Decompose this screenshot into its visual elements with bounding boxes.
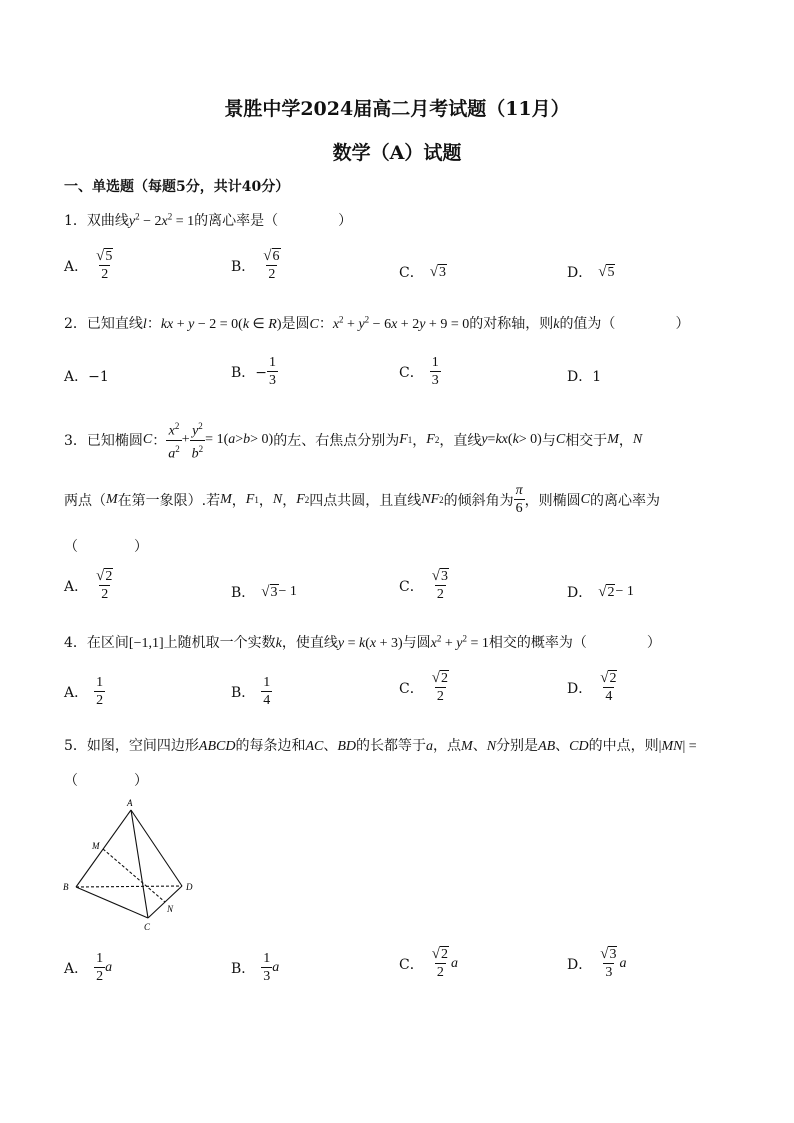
- question-3-line-2: 两点（ M 在第一象限）.若 M ， F 1 ， N ， F 2 四点共圆，且直线 NF 2 的倾斜角为 $\frac{\pi}{6}$ ，则椭圆 C 的离心率为: [64, 483, 661, 516]
- question-5-line-2: （ ）: [64, 773, 148, 789]
- q5-option-c[interactable]: C． $\frac{√2}{2}$ a: [399, 946, 458, 980]
- question-1: 1．双曲线$y^2 - 2x^2 = 1$的离心率是（ ）: [64, 211, 353, 229]
- q4-option-a[interactable]: A． $\frac{1}{2}$: [64, 675, 104, 708]
- tetrahedron-figure: [58, 794, 208, 942]
- q4-option-d[interactable]: D． $\frac{√2}{4}$: [567, 670, 617, 704]
- q2-option-b[interactable]: B．− $\frac{1}{3}$: [231, 355, 277, 388]
- vertex-label-d: D: [186, 882, 193, 892]
- section-heading: 一、单选题（每题5分，共计40分）: [64, 179, 290, 195]
- vertex-label-c: C: [144, 922, 151, 932]
- q2-option-c[interactable]: C． $\frac{1}{3}$: [399, 355, 439, 388]
- exam-subtitle: 数学（A）试题: [332, 142, 462, 164]
- q4-option-c[interactable]: C． $\frac{√2}{2}$: [399, 670, 448, 704]
- q1-option-d[interactable]: D． √5: [567, 263, 615, 281]
- q2-option-d[interactable]: D．1: [567, 369, 602, 385]
- vertex-label-a: A: [127, 798, 133, 808]
- q3-option-b[interactable]: B． √3 − 1: [231, 583, 297, 601]
- question-5: 5．如图，空间四边形ABCD的每条边和AC、BD的长都等于a，点M、N分别是AB、CD的中点，则|MN| =: [64, 738, 697, 754]
- question-3-line-1: 3．已知椭圆 C ： $\frac{x^2}{a^2}$ + $\frac{y^2}{b^2}$ = 1( a > b > 0) 的左、右焦点分别为 F 1 ， F 2 ，直线 y = kx ( k > 0) 与 C 相交于 M ， N: [64, 421, 643, 462]
- q5-option-d[interactable]: D． $\frac{√3}{3}$ a: [567, 946, 627, 980]
- q1-option-a[interactable]: A． $\frac{√5}{2}$: [64, 248, 113, 282]
- vertex-label-b: B: [63, 882, 69, 892]
- q5-option-b[interactable]: B． $\frac{1}{3}$ a: [231, 951, 280, 984]
- point-label-n: N: [167, 904, 174, 914]
- question-2: 2．已知直线l：kx + y − 2 = 0(k ∈ R)是圆C：$x^2 + y^2 - 6x + 2y + 9 = 0$的对称轴，则k的值为（ ）: [64, 314, 690, 332]
- q4-option-b[interactable]: B． $\frac{1}{4}$: [231, 675, 271, 708]
- q2-option-a[interactable]: A．−1: [64, 369, 109, 385]
- question-3-line-3: （ ）: [64, 539, 148, 555]
- question-4: 4．在区间[−1,1]上随机取一个实数k，使直线y = k(x + 3)与圆$x^2 + y^2 = 1$相交的概率为（ ）: [64, 633, 661, 651]
- q5-option-a[interactable]: A． $\frac{1}{2}$ a: [64, 951, 113, 984]
- exam-title: 景胜中学2024届高二月考试题（11月）: [224, 98, 570, 120]
- q1-option-c[interactable]: C． √3: [399, 263, 446, 281]
- q3-option-a[interactable]: A． $\frac{√2}{2}$: [64, 568, 113, 602]
- q1-option-b[interactable]: B． $\frac{√6}{2}$: [231, 248, 280, 282]
- q3-option-d[interactable]: D． √2 − 1: [567, 583, 634, 601]
- point-label-m: M: [92, 841, 100, 851]
- q3-option-c[interactable]: C． $\frac{√3}{2}$: [399, 568, 448, 602]
